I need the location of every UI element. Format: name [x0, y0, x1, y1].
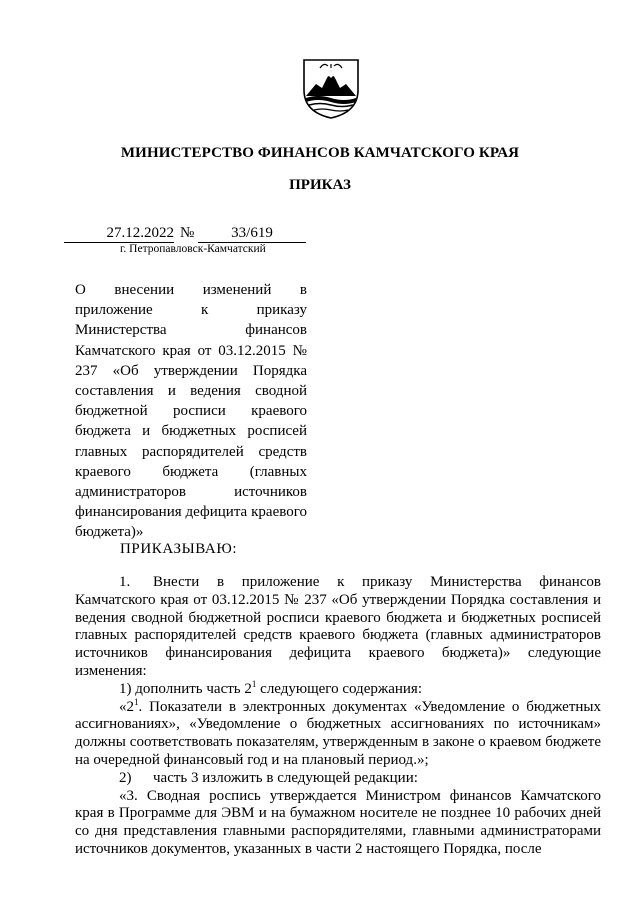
order-word: ПРИКАЗЫВАЮ:: [120, 541, 238, 557]
paragraph-4: [75, 770, 601, 788]
paragraph-text: часть 3 изложить в следующей редакции:: [153, 769, 418, 786]
paragraph-text: «3. Сводная роспись утверждается Министром финансов Камчатского края в Программе для ЭВМ и на бумажном носителе не позднее 10 рабочих дней со дня представления главными распорядителями, главными администраторами источников документов, указанных в части 2 настоящего Порядка, после: [75, 787, 601, 857]
item-number: 2): [119, 769, 132, 786]
order-number: 33/619: [198, 225, 306, 243]
paragraph-text: следующего содержания:: [256, 680, 422, 697]
superscript: 1: [251, 678, 257, 689]
order-title: ПРИКАЗ: [289, 177, 351, 193]
order-subject: О внесении изменений в приложение к приказу Министерства финансов Камчатского края от 03.12.2015 № 237 «Об утверждении Порядка составления и ведения сводной бюджетной росписи краевого бюджета и бюджетных росписей главных распорядителей средств краевого бюджета (главных администраторов источников финансирования дефицита краевого бюджета)»: [75, 282, 307, 541]
item-number: 1.: [119, 574, 131, 590]
paragraph-5: [75, 788, 601, 859]
order-body: [75, 574, 601, 859]
paragraph-text: Внести в приложение к приказу Министерства финансов Камчатского края от 03.12.2015 № 237 «Об утверждении Порядка составления и ведения сводной бюджетной росписи краевого бюджета и бюджетных росписей главных распорядителей средств краевого бюджета (главных администраторов источников финансирования дефицита краевого бюджета)» следующие изменения:: [75, 574, 601, 679]
kamchatka-coat-of-arms-icon: [300, 56, 362, 120]
paragraph-text: 1) дополнить часть 2: [119, 680, 252, 697]
paragraph-2: [75, 678, 601, 699]
ministry-title: МИНИСТЕРСТВО ФИНАНСОВ КАМЧАТСКОГО КРАЯ: [120, 145, 520, 161]
paragraph-text: . Показатели в электронных документах «Уведомление о бюджетных ассигнованиях», «Уведомление о бюджетных ассигнованиях по источникам» должны соответствовать показателям, утвержденным в законе о краевом бюджете на очередной финансовый год и на плановый период.»;: [75, 698, 601, 768]
paragraph-3: [75, 696, 601, 770]
paragraph-text: «2: [119, 698, 134, 715]
number-sign: №: [180, 225, 195, 241]
city-label: г. Петропавловск-Камчатский: [120, 243, 266, 255]
paragraph-1: [75, 574, 601, 681]
superscript: 1: [134, 696, 139, 707]
order-date: 27.12.2022: [64, 225, 174, 243]
